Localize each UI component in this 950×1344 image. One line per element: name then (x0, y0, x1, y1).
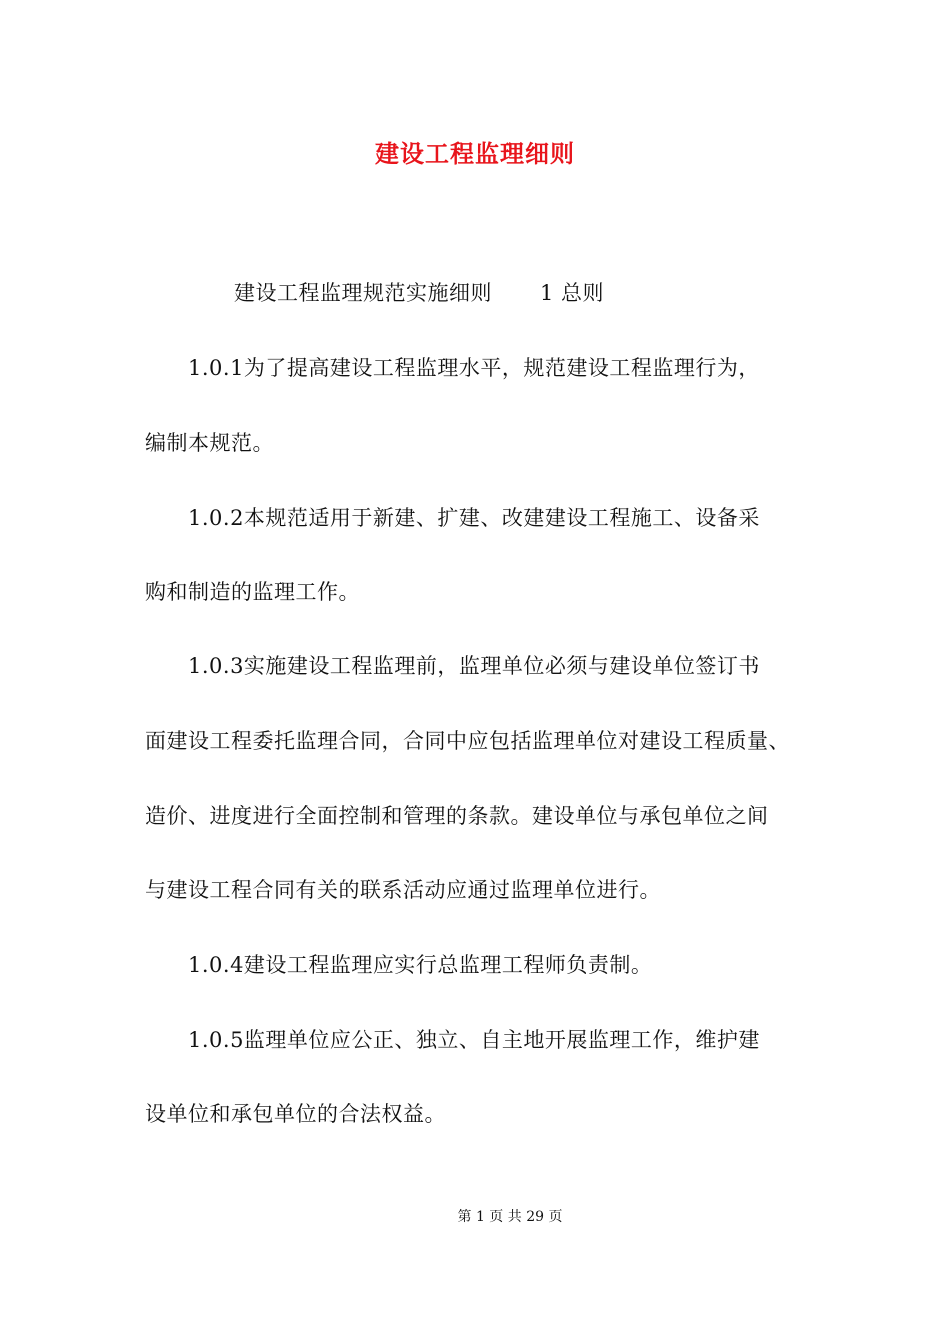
paragraph-line: 1.0.1为了提高建设工程监理水平，规范建设工程监理行为， (188, 356, 760, 380)
document-title: 建设工程监理细则 (375, 140, 575, 168)
section-subheading (234, 278, 604, 308)
paragraph-line: 设单位和承包单位的合法权益。 (145, 1102, 446, 1126)
paragraph-line: 面建设工程委托监理合同，合同中应包括监理单位对建设工程质量、 (145, 729, 790, 753)
paragraph-line: 购和制造的监理工作。 (145, 580, 360, 604)
subheading-title: 建设工程监理规范实施细则 (234, 281, 492, 305)
paragraph-line: 造价、进度进行全面控制和管理的条款。建设单位与承包单位之间 (145, 804, 769, 828)
subheading-section: 1 总则 (540, 281, 605, 305)
paragraph-line: 与建设工程合同有关的联系活动应通过监理单位进行。 (145, 878, 661, 902)
page-number-footer: 第 1 页 共 29 页 (457, 1209, 563, 1225)
paragraph-line: 编制本规范。 (145, 431, 274, 455)
paragraph-line: 1.0.5监理单位应公正、独立、自主地开展监理工作，维护建 (188, 1028, 760, 1052)
paragraph-line: 1.0.2本规范适用于新建、扩建、改建建设工程施工、设备采 (188, 506, 760, 530)
paragraph-line: 1.0.4建设工程监理应实行总监理工程师负责制。 (188, 953, 653, 977)
paragraph-line: 1.0.3实施建设工程监理前，监理单位必须与建设单位签订书 (188, 654, 760, 678)
